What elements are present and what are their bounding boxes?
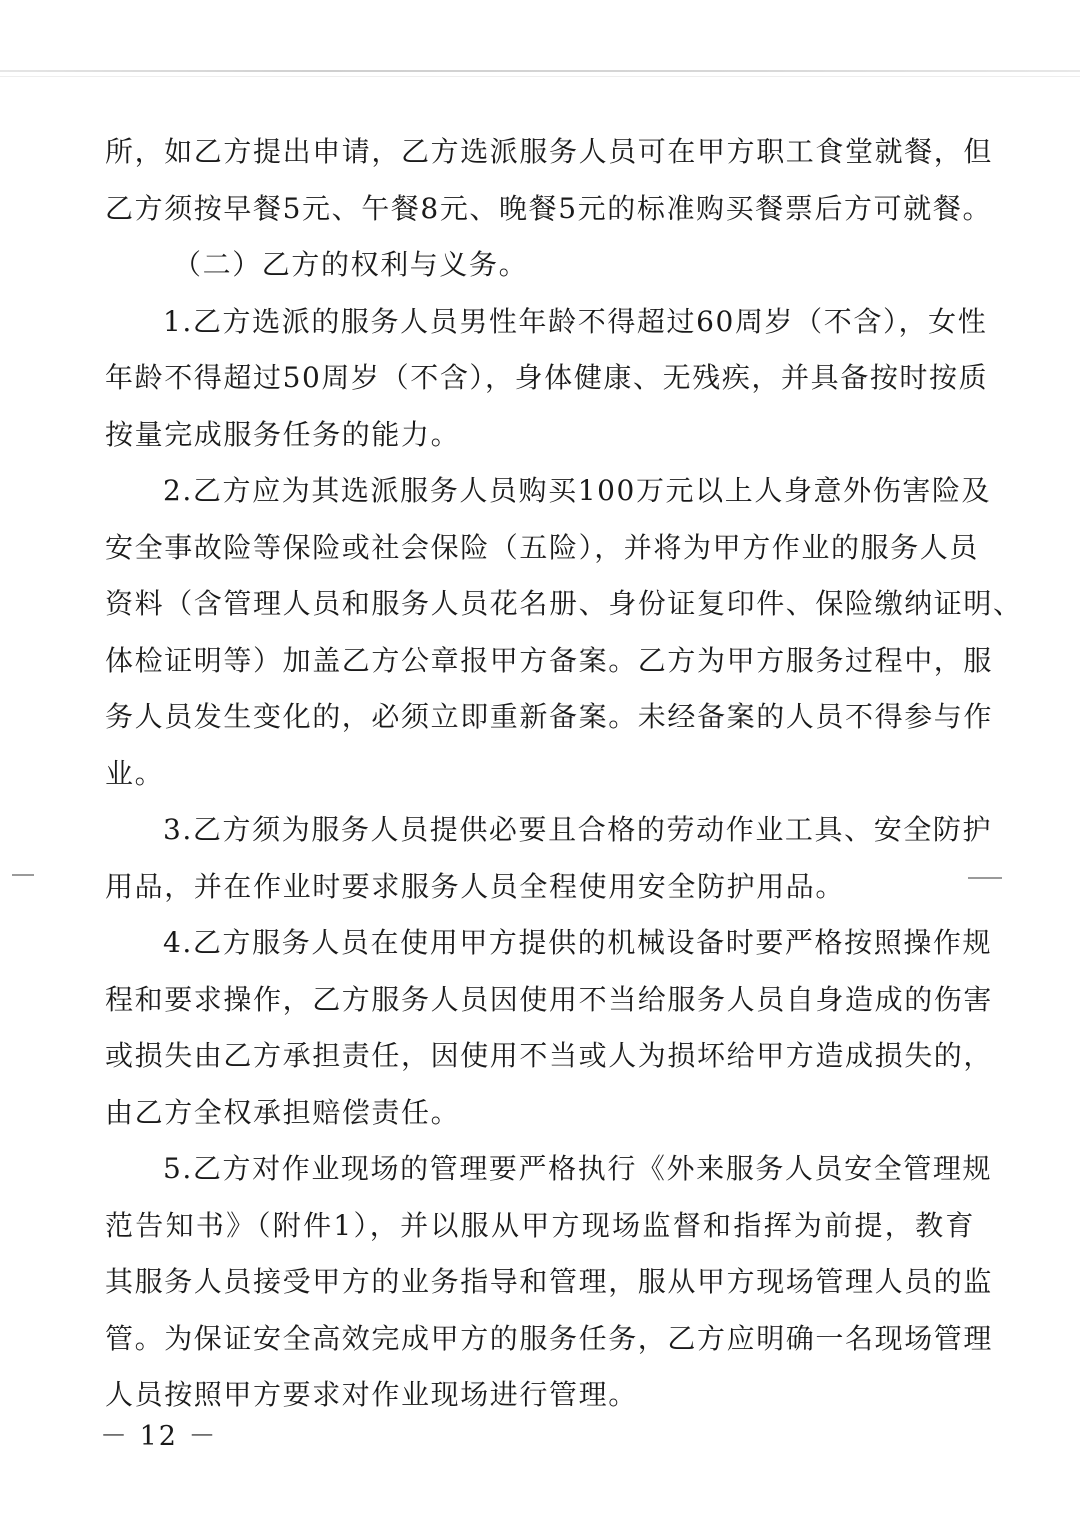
text-line: 人员按照甲方要求对作业现场进行管理。 xyxy=(105,1378,638,1411)
scan-speck-left xyxy=(12,874,34,876)
section-heading: （二）乙方的权利与义务。 xyxy=(173,248,529,281)
document-body xyxy=(105,124,1023,1424)
text-line: 4.乙方服务人员在使用甲方提供的机械设备时要严格按照操作规 xyxy=(163,926,993,959)
scan-top-edge xyxy=(0,70,1080,72)
text-line: 业。 xyxy=(105,756,165,790)
text-line: 由乙方全权承担赔偿责任。 xyxy=(105,1095,461,1129)
text-line: 或损失由乙方承担责任，因使用不当或人为损坏给甲方造成损失的， xyxy=(105,1039,994,1072)
text-line: 1.乙方选派的服务人员男性年龄不得超过60周岁（不含），女性 xyxy=(163,304,988,338)
page-number: － 12 － xyxy=(100,1421,218,1452)
text-line: 所，如乙方提出申请，乙方选派服务人员可在甲方职工食堂就餐，但 xyxy=(105,135,994,168)
text-line: 5.乙方对作业现场的管理要严格执行《外来服务人员安全管理规 xyxy=(163,1152,993,1185)
text-line: 其服务人员接受甲方的业务指导和管理，服从甲方现场管理人员的监 xyxy=(105,1265,994,1298)
text-line: 按量完成服务任务的能力。 xyxy=(105,417,461,451)
text-line: 资料（含管理人员和服务人员花名册、身份证复印件、保险缴纳证明、 xyxy=(105,587,1023,620)
text-line: 体检证明等）加盖乙方公章报甲方备案。乙方为甲方服务过程中，服 xyxy=(105,643,994,677)
text-line: 2.乙方应为其选派服务人员购买100万元以上人身意外伤害险及 xyxy=(163,474,992,507)
text-line: 安全事故险等保险或社会保险（五险），并将为甲方作业的服务人员 xyxy=(105,530,980,564)
text-line: 范告知书》（附件1），并以服从甲方现场监督和指挥为前提，教育 xyxy=(105,1208,975,1242)
text-line: 程和要求操作，乙方服务人员因使用不当给服务人员自身造成的伤害 xyxy=(105,982,994,1016)
text-line: 用品，并在作业时要求服务人员全程使用安全防护用品。 xyxy=(105,869,846,903)
text-line: 务人员发生变化的，必须立即重新备案。未经备案的人员不得参与作 xyxy=(105,700,994,733)
text-line: 乙方须按早餐5元、午餐8元、晚餐5元的标准购买餐票后方可就餐。 xyxy=(105,191,993,225)
scan-top-edge-faint xyxy=(0,76,1080,77)
text-line: 3.乙方须为服务人员提供必要且合格的劳动作业工具、安全防护 xyxy=(163,813,993,846)
text-line: 年龄不得超过50周岁（不含），身体健康、无残疾，并具备按时按质 xyxy=(105,361,989,394)
text-line: 管。为保证安全高效完成甲方的服务任务，乙方应明确一名现场管理 xyxy=(105,1321,994,1355)
